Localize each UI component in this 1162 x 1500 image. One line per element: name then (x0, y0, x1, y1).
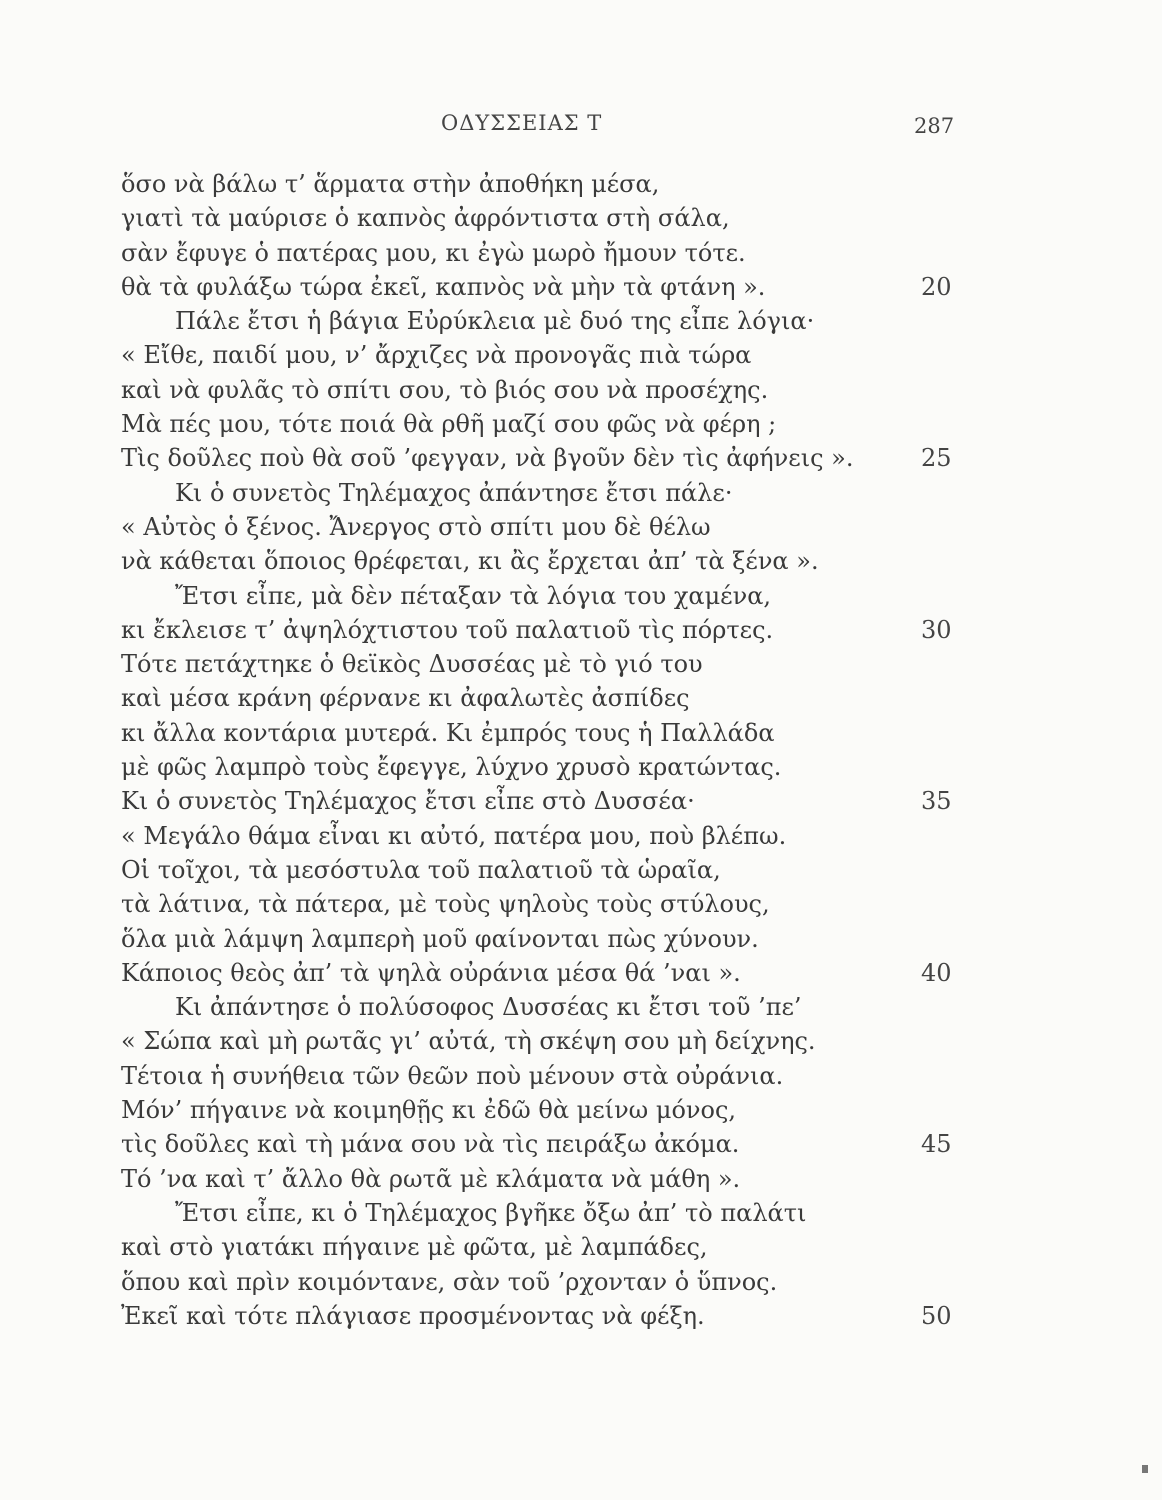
verse-block (121, 167, 961, 1333)
verse-line (121, 681, 961, 715)
running-title: ΟΔΥΣΣΕΙΑΣ Τ (441, 111, 603, 135)
verse-line (121, 956, 961, 990)
verse-line (121, 819, 961, 853)
verse-text: Κάποιος θεὸς ἀπ’ τὰ ψηλὰ οὐράνια μέσα θά ’ναι ». (121, 958, 741, 987)
verse-line (121, 441, 961, 475)
verse-line (121, 1196, 961, 1230)
verse-text: Ἔτσι εἶπε, μὰ δὲν πέταξαν τὰ λόγια του χαμένα, (175, 581, 772, 610)
verse-line (121, 613, 961, 647)
verse-line (121, 579, 961, 613)
verse-text: « Μεγάλο θάμα εἶναι κι αὐτό, πατέρα μου, ποὺ βλέπω. (121, 821, 787, 850)
verse-text: Τό ’να καὶ τ’ ἄλλο θὰ ρωτᾶ μὲ κλάματα νὰ μάθη ». (121, 1164, 741, 1193)
verse-line (121, 750, 961, 784)
verse-text: Πάλε ἔτσι ἡ βάγια Εὐρύκλεια μὲ δυό της εἶπε λόγια· (175, 307, 815, 336)
verse-text: γιατὶ τὰ μαύρισε ὁ καπνὸς ἀφρόντιστα στὴ σάλα, (121, 204, 730, 233)
verse-line (121, 887, 961, 921)
verse-line (121, 236, 961, 270)
verse-line (121, 544, 961, 578)
verse-line (121, 1059, 961, 1093)
page-number: 287 (914, 114, 955, 138)
verse-line (121, 647, 961, 681)
verse-text: ὅσο νὰ βάλω τ’ ἅρματα στὴν ἀποθήκη μέσα, (121, 170, 660, 198)
verse-text: θὰ τὰ φυλάξω τώρα ἐκεῖ, καπνὸς νὰ μὴν τὰ φτάνη ». (121, 272, 766, 301)
verse-line (121, 510, 961, 544)
verse-text: « Εἴθε, παιδί μου, ν’ ἄρχιζες νὰ προνογᾶς πιὰ τώρα (121, 341, 752, 370)
margin-mark (1142, 1465, 1148, 1473)
verse-text: Μόν’ πήγαινε νὰ κοιμηθῇς κι ἐδῶ θὰ μείνω μόνος, (121, 1096, 737, 1125)
verse-line (121, 270, 961, 304)
verse-text: ὅπου καὶ πρὶν κοιμόντανε, σὰν τοῦ ’ρχονταν ὁ ὕπνος. (121, 1267, 778, 1296)
verse-line (121, 1162, 961, 1196)
line-number: 50 (921, 1301, 952, 1330)
verse-line (121, 1127, 961, 1161)
line-number: 25 (921, 444, 952, 473)
verse-text: Τότε πετάχτηκε ὁ θεϊκὸς Δυσσέας μὲ τὸ γιό του (121, 650, 703, 679)
verse-line (121, 1093, 961, 1127)
verse-text: « Σώπα καὶ μὴ ρωτᾶς γι’ αὐτά, τὴ σκέψη σου μὴ δείχνης. (121, 1027, 816, 1056)
verse-line (121, 716, 961, 750)
verse-text: καὶ νὰ φυλᾶς τὸ σπίτι σου, τὸ βιός σου νὰ προσέχης. (121, 375, 769, 404)
line-number: 45 (921, 1130, 952, 1159)
verse-text: Ἔτσι εἶπε, κι ὁ Τηλέμαχος βγῆκε ὄξω ἀπ’ τὸ παλάτι (175, 1198, 807, 1227)
line-number: 30 (921, 615, 952, 644)
verse-text: μὲ φῶς λαμπρὸ τοὺς ἔφεγγε, λύχνο χρυσὸ κρατώντας. (121, 753, 782, 782)
verse-line (121, 304, 961, 338)
verse-line (121, 1265, 961, 1299)
line-number: 35 (921, 787, 952, 816)
line-number: 40 (921, 958, 952, 987)
verse-line (121, 338, 961, 372)
line-number: 20 (921, 272, 952, 301)
verse-text: Οἱ τοῖχοι, τὰ μεσόστυλα τοῦ παλατιοῦ τὰ ὡραῖα, (121, 855, 721, 884)
verse-line (121, 167, 961, 201)
verse-text: Κι ἀπάντησε ὁ πολύσοφος Δυσσέας κι ἔτσι τοῦ ’πε’ (175, 993, 802, 1022)
verse-text: Τὶς δοῦλες ποὺ θὰ σοῦ ’φεγγαν, νὰ βγοῦν δὲν τὶς ἀφήνεις ». (121, 444, 854, 473)
verse-text: Κι ὁ συνετὸς Τηλέμαχος ἀπάντησε ἔτσι πάλε· (175, 478, 733, 507)
verse-text: σὰν ἔφυγε ὁ πατέρας μου, κι ἐγὼ μωρὸ ἤμουν τότε. (121, 238, 746, 267)
verse-text: ὅλα μιὰ λάμψη λαμπερὴ μοῦ φαίνονται πὼς χύνουν. (121, 924, 759, 953)
verse-text: τὰ λάτινα, τὰ πάτερα, μὲ τοὺς ψηλοὺς τοὺς στύλους, (121, 890, 770, 919)
verse-line (121, 373, 961, 407)
verse-line (121, 990, 961, 1024)
verse-text: κι ἄλλα κοντάρια μυτερά. Κι ἐμπρός τους ἡ Παλλάδα (121, 718, 775, 747)
verse-text: « Αὐτὸς ὁ ξένος. Ἄνεργος στὸ σπίτι μου δὲ θέλω (121, 512, 711, 541)
verse-text: καὶ μέσα κράνη φέρνανε κι ἀφαλωτὲς ἀσπίδες (121, 684, 690, 713)
verse-text: τὶς δοῦλες καὶ τὴ μάνα σου νὰ τὶς πειράξω ἀκόμα. (121, 1130, 740, 1159)
verse-line (121, 476, 961, 510)
verse-text: κι ἔκλεισε τ’ ἀψηλόχτιστου τοῦ παλατιοῦ τὶς πόρτες. (121, 615, 774, 644)
verse-line (121, 407, 961, 441)
verse-text: Ἐκεῖ καὶ τότε πλάγιασε προσμένοντας νὰ φέξη. (121, 1301, 705, 1330)
verse-text: καὶ στὸ γιατάκι πήγαινε μὲ φῶτα, μὲ λαμπάδες, (121, 1233, 708, 1262)
verse-line (121, 922, 961, 956)
verse-text: Κι ὁ συνετὸς Τηλέμαχος ἔτσι εἶπε στὸ Δυσσέα· (121, 787, 695, 816)
verse-line (121, 853, 961, 887)
verse-line (121, 784, 961, 818)
verse-text: νὰ κάθεται ὅποιος θρέφεται, κι ἂς ἔρχεται ἀπ’ τὰ ξένα ». (121, 547, 819, 576)
verse-line (121, 1299, 961, 1333)
verse-line (121, 1230, 961, 1264)
verse-text: Τέτοια ἡ συνήθεια τῶν θεῶν ποὺ μένουν στὰ οὐράνια. (121, 1061, 784, 1090)
verse-line (121, 1024, 961, 1058)
verse-text: Μὰ πές μου, τότε ποιά θὰ ρθῆ μαζί σου φῶς νὰ φέρη ; (121, 410, 777, 439)
verse-line (121, 201, 961, 235)
